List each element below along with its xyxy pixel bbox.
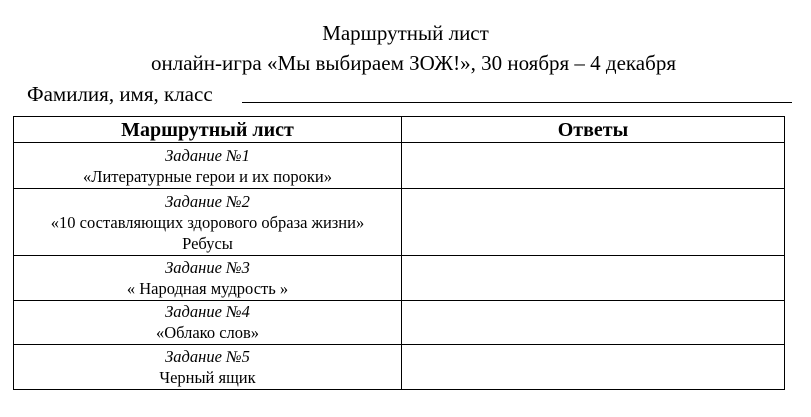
table-header-row bbox=[14, 117, 785, 143]
task-title: «Литературные герои и их пороки» bbox=[83, 166, 332, 186]
task-number: Задание №2 bbox=[165, 191, 250, 211]
table-row bbox=[14, 189, 785, 256]
task-title: « Народная мудрость » bbox=[126, 278, 289, 298]
task-title: «Облако слов» bbox=[155, 323, 260, 343]
task-number: Задание №1 bbox=[165, 145, 250, 165]
table-row bbox=[14, 256, 785, 301]
route-table bbox=[13, 116, 785, 390]
column-header-route: Маршрутный лист bbox=[14, 117, 402, 143]
task-number: Задание №3 bbox=[165, 257, 250, 277]
page-title: Маршрутный лист bbox=[322, 21, 489, 45]
answer-cell[interactable] bbox=[402, 143, 785, 189]
answer-cell[interactable] bbox=[402, 345, 785, 390]
name-field-line[interactable] bbox=[242, 102, 792, 103]
column-header-answers: Ответы bbox=[402, 117, 785, 143]
task-number: Задание №5 bbox=[165, 347, 250, 367]
answer-cell[interactable] bbox=[402, 256, 785, 301]
task-subtitle: Ребусы bbox=[182, 233, 233, 253]
task-cell bbox=[14, 300, 402, 345]
task-cell bbox=[14, 345, 402, 390]
answer-cell[interactable] bbox=[402, 189, 785, 256]
table-row bbox=[14, 143, 785, 189]
table-row bbox=[14, 300, 785, 345]
task-cell bbox=[14, 143, 402, 189]
task-number: Задание №4 bbox=[165, 302, 250, 322]
task-title: «10 составляющих здорового образа жизни» bbox=[50, 212, 365, 232]
name-field-label: Фамилия, имя, класс bbox=[27, 82, 213, 106]
page-subtitle: онлайн-игра «Мы выбираем ЗОЖ!», 30 ноября – 4 декабря bbox=[151, 51, 676, 75]
task-cell bbox=[14, 256, 402, 301]
task-title: Черный ящик bbox=[159, 368, 256, 388]
task-cell bbox=[14, 189, 402, 256]
table-row bbox=[14, 345, 785, 390]
answer-cell[interactable] bbox=[402, 300, 785, 345]
